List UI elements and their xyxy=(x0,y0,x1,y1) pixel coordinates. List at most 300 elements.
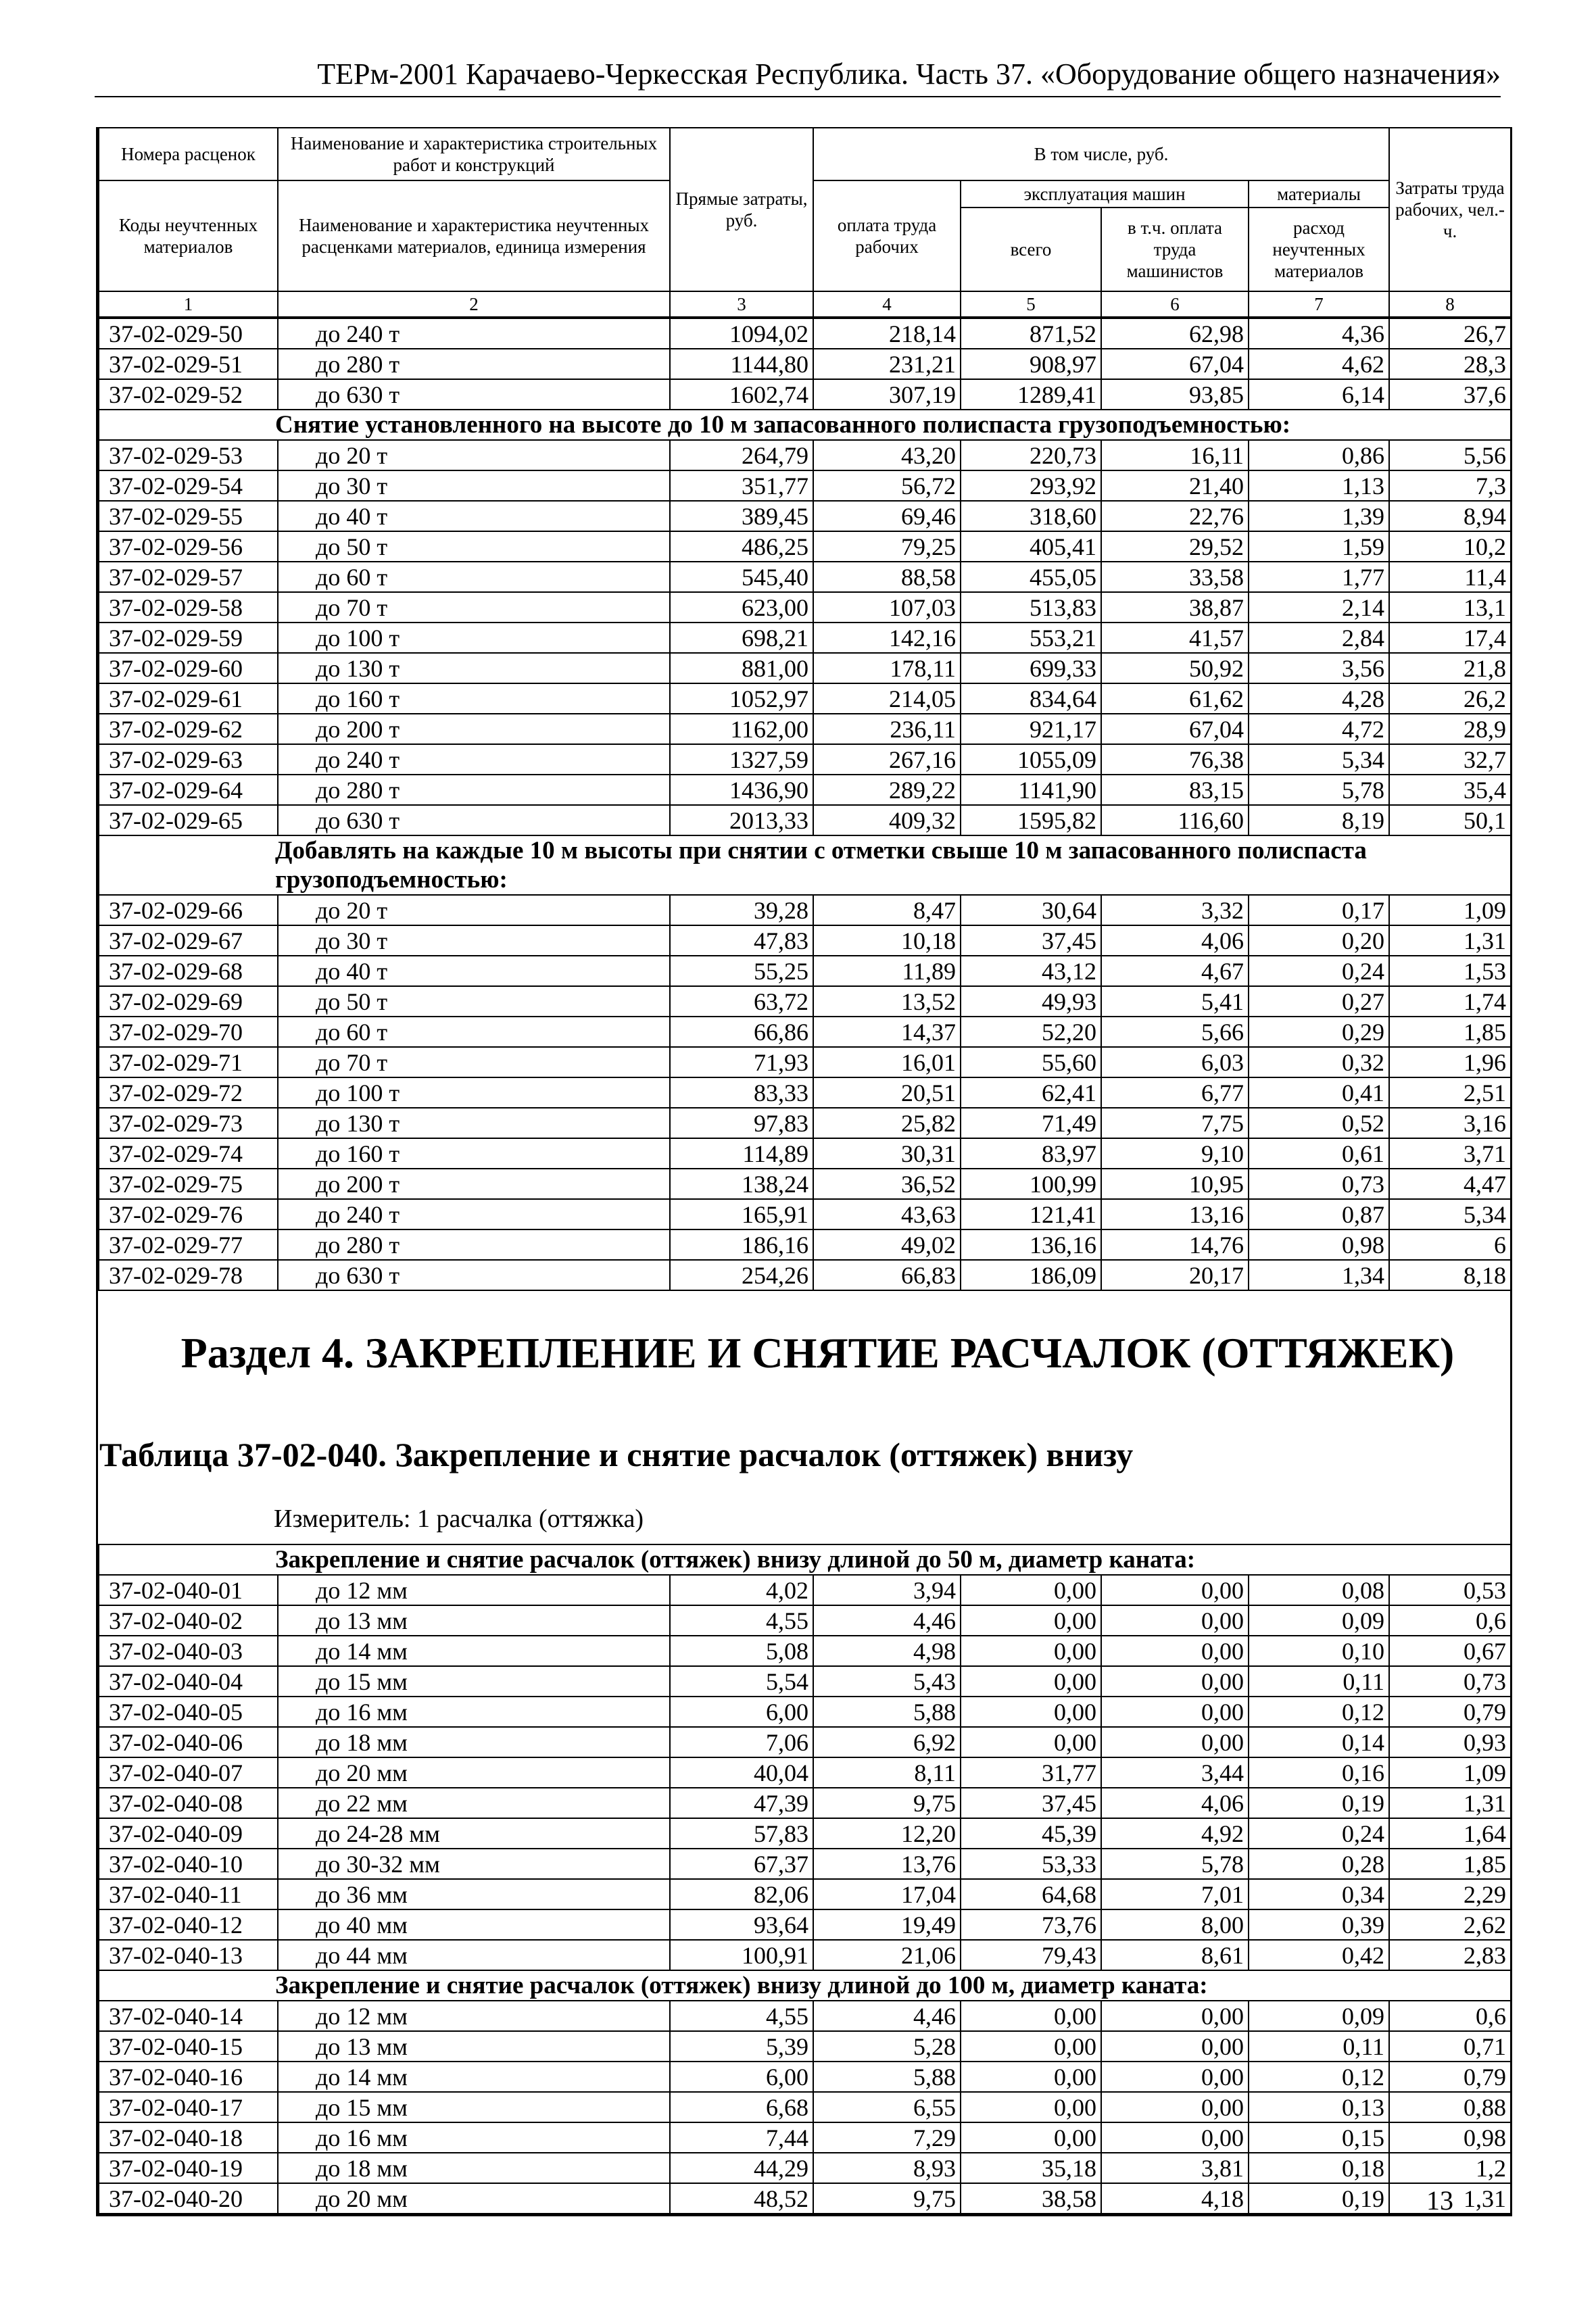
rate-code-cell: 37-02-029-70 xyxy=(99,1017,278,1047)
machinist-wages-cell: 8,00 xyxy=(1101,1909,1249,1940)
machines-total-cell: 35,18 xyxy=(961,2153,1101,2183)
rate-code-cell: 37-02-029-78 xyxy=(99,1260,278,1290)
machinist-wages-cell: 21,40 xyxy=(1101,470,1249,501)
rate-name-cell: до 30 т xyxy=(278,925,670,956)
direct-costs-cell: 39,28 xyxy=(670,895,813,925)
rate-name-cell: до 12 мм xyxy=(278,2001,670,2031)
wages-cell: 10,18 xyxy=(813,925,961,956)
wages-cell: 178,11 xyxy=(813,653,961,683)
machinist-wages-cell: 22,76 xyxy=(1101,501,1249,531)
direct-costs-cell: 881,00 xyxy=(670,653,813,683)
labor-cell: 2,83 xyxy=(1389,1940,1511,1970)
materials-consumption-cell: 1,34 xyxy=(1249,1260,1389,1290)
rate-name-cell: до 280 т xyxy=(278,349,670,379)
rate-name-cell: до 20 мм xyxy=(278,1757,670,1788)
wages-cell: 79,25 xyxy=(813,531,961,562)
table-row xyxy=(99,1697,1511,1727)
machinist-wages-cell: 33,58 xyxy=(1101,562,1249,592)
machinist-wages-cell: 6,77 xyxy=(1101,1077,1249,1108)
labor-cell: 50,1 xyxy=(1389,805,1511,835)
machinist-wages-cell: 93,85 xyxy=(1101,379,1249,410)
machinist-wages-cell: 0,00 xyxy=(1101,1666,1249,1697)
rate-code-cell: 37-02-040-01 xyxy=(99,1575,278,1605)
col-labor: Затраты труда рабочих, чел.-ч. xyxy=(1389,128,1511,291)
table-row xyxy=(99,1879,1511,1909)
labor-cell: 0,98 xyxy=(1389,2122,1511,2153)
direct-costs-cell: 1094,02 xyxy=(670,318,813,349)
machines-total-cell: 83,97 xyxy=(961,1138,1101,1169)
wages-cell: 5,88 xyxy=(813,2062,961,2092)
machines-total-cell: 0,00 xyxy=(961,2062,1101,2092)
direct-costs-cell: 97,83 xyxy=(670,1108,813,1138)
labor-cell: 1,31 xyxy=(1389,1788,1511,1818)
table-row xyxy=(99,1605,1511,1636)
table-row xyxy=(99,531,1511,562)
col-machinist-wages: в т.ч. оплата труда машинистов xyxy=(1101,208,1249,291)
table-row xyxy=(99,1909,1511,1940)
wages-cell: 107,03 xyxy=(813,592,961,623)
wages-cell: 4,46 xyxy=(813,1605,961,1636)
materials-consumption-cell: 0,12 xyxy=(1249,2062,1389,2092)
machinist-wages-cell: 0,00 xyxy=(1101,2092,1249,2122)
machines-total-cell: 79,43 xyxy=(961,1940,1101,1970)
rate-name-cell: до 280 т xyxy=(278,775,670,805)
rate-name-cell: до 60 т xyxy=(278,1017,670,1047)
wages-cell: 7,29 xyxy=(813,2122,961,2153)
wages-cell: 69,46 xyxy=(813,501,961,531)
table-row xyxy=(99,623,1511,653)
wages-cell: 289,22 xyxy=(813,775,961,805)
direct-costs-cell: 4,55 xyxy=(670,2001,813,2031)
table-row xyxy=(99,1199,1511,1229)
rate-name-cell: до 630 т xyxy=(278,379,670,410)
table-row xyxy=(99,2153,1511,2183)
rate-code-cell: 37-02-029-74 xyxy=(99,1138,278,1169)
wages-cell: 8,11 xyxy=(813,1757,961,1788)
materials-consumption-cell: 0,52 xyxy=(1249,1108,1389,1138)
machinist-wages-cell: 8,61 xyxy=(1101,1940,1249,1970)
direct-costs-cell: 264,79 xyxy=(670,440,813,470)
wages-cell: 142,16 xyxy=(813,623,961,653)
wages-cell: 16,01 xyxy=(813,1047,961,1077)
labor-cell: 1,64 xyxy=(1389,1818,1511,1849)
machines-total-cell: 100,99 xyxy=(961,1169,1101,1199)
machinist-wages-cell: 4,06 xyxy=(1101,1788,1249,1818)
machinist-wages-cell: 14,76 xyxy=(1101,1229,1249,1260)
table-row xyxy=(99,683,1511,714)
rate-code-cell: 37-02-040-19 xyxy=(99,2153,278,2183)
direct-costs-cell: 5,39 xyxy=(670,2031,813,2062)
machines-total-cell: 455,05 xyxy=(961,562,1101,592)
materials-consumption-cell: 0,14 xyxy=(1249,1727,1389,1757)
rate-name-cell: до 16 мм xyxy=(278,2122,670,2153)
section-title: Раздел 4. ЗАКРЕПЛЕНИЕ И СНЯТИЕ РАСЧАЛОК (ОТТЯЖЕК) xyxy=(180,1329,1455,1377)
machines-total-cell: 405,41 xyxy=(961,531,1101,562)
machinist-wages-cell: 4,06 xyxy=(1101,925,1249,956)
machines-total-cell: 1595,82 xyxy=(961,805,1101,835)
rate-name-cell: до 44 мм xyxy=(278,1940,670,1970)
table-row xyxy=(99,1169,1511,1199)
labor-cell: 32,7 xyxy=(1389,744,1511,775)
machines-total-cell: 55,60 xyxy=(961,1047,1101,1077)
rate-name-cell: до 36 мм xyxy=(278,1879,670,1909)
machinist-wages-cell: 0,00 xyxy=(1101,2122,1249,2153)
wages-cell: 17,04 xyxy=(813,1879,961,1909)
machines-total-cell: 908,97 xyxy=(961,349,1101,379)
rate-name-cell: до 160 т xyxy=(278,683,670,714)
col-number: 4 xyxy=(813,291,961,317)
machinist-wages-cell: 5,78 xyxy=(1101,1849,1249,1879)
table-row xyxy=(99,2062,1511,2092)
materials-consumption-cell: 0,24 xyxy=(1249,1818,1389,1849)
table-row xyxy=(99,1666,1511,1697)
labor-cell: 2,51 xyxy=(1389,1077,1511,1108)
machines-total-cell: 0,00 xyxy=(961,2001,1101,2031)
materials-consumption-cell: 0,86 xyxy=(1249,440,1389,470)
rate-code-cell: 37-02-029-69 xyxy=(99,986,278,1017)
labor-cell: 37,6 xyxy=(1389,379,1511,410)
direct-costs-cell: 2013,33 xyxy=(670,805,813,835)
machines-total-cell: 49,93 xyxy=(961,986,1101,1017)
table-row xyxy=(99,1849,1511,1879)
labor-cell: 10,2 xyxy=(1389,531,1511,562)
labor-cell: 26,2 xyxy=(1389,683,1511,714)
wages-cell: 5,28 xyxy=(813,2031,961,2062)
wages-cell: 4,46 xyxy=(813,2001,961,2031)
machines-total-cell: 64,68 xyxy=(961,1879,1101,1909)
materials-consumption-cell: 0,09 xyxy=(1249,1605,1389,1636)
direct-costs-cell: 114,89 xyxy=(670,1138,813,1169)
materials-consumption-cell: 0,11 xyxy=(1249,1666,1389,1697)
col-materials: материалы xyxy=(1249,180,1389,208)
subheader-guys-100m: Закрепление и снятие расчалок (оттяжек) внизу длиной до 100 м, диаметр каната: xyxy=(99,1970,1511,2001)
rate-code-cell: 37-02-029-65 xyxy=(99,805,278,835)
machinist-wages-cell: 67,04 xyxy=(1101,349,1249,379)
table-row xyxy=(99,986,1511,1017)
rate-name-cell: до 14 мм xyxy=(278,1636,670,1666)
direct-costs-cell: 7,44 xyxy=(670,2122,813,2153)
direct-costs-cell: 545,40 xyxy=(670,562,813,592)
rate-name-cell: до 15 мм xyxy=(278,2092,670,2122)
machines-total-cell: 186,09 xyxy=(961,1260,1101,1290)
labor-cell: 8,18 xyxy=(1389,1260,1511,1290)
direct-costs-cell: 48,52 xyxy=(670,2183,813,2214)
rate-code-cell: 37-02-040-07 xyxy=(99,1757,278,1788)
machinist-wages-cell: 7,75 xyxy=(1101,1108,1249,1138)
materials-consumption-cell: 0,39 xyxy=(1249,1909,1389,1940)
col-number: 7 xyxy=(1249,291,1389,317)
direct-costs-cell: 389,45 xyxy=(670,501,813,531)
wages-cell: 3,94 xyxy=(813,1575,961,1605)
rate-code-cell: 37-02-040-02 xyxy=(99,1605,278,1636)
materials-consumption-cell: 0,09 xyxy=(1249,2001,1389,2031)
rate-code-cell: 37-02-029-62 xyxy=(99,714,278,744)
materials-consumption-cell: 0,13 xyxy=(1249,2092,1389,2122)
machines-total-cell: 0,00 xyxy=(961,1605,1101,1636)
materials-consumption-cell: 0,24 xyxy=(1249,956,1389,986)
table-row xyxy=(99,895,1511,925)
rate-name-cell: до 130 т xyxy=(278,653,670,683)
machinist-wages-cell: 4,67 xyxy=(1101,956,1249,986)
materials-consumption-cell: 0,19 xyxy=(1249,1788,1389,1818)
col-wages: оплата труда рабочих xyxy=(813,180,961,291)
rate-code-cell: 37-02-040-12 xyxy=(99,1909,278,1940)
labor-cell: 2,62 xyxy=(1389,1909,1511,1940)
machinist-wages-cell: 38,87 xyxy=(1101,592,1249,623)
rate-name-cell: до 630 т xyxy=(278,805,670,835)
rate-code-cell: 37-02-040-17 xyxy=(99,2092,278,2122)
rate-name-cell: до 200 т xyxy=(278,714,670,744)
rate-code-cell: 37-02-029-51 xyxy=(99,349,278,379)
labor-cell: 1,09 xyxy=(1389,1757,1511,1788)
materials-consumption-cell: 4,62 xyxy=(1249,349,1389,379)
direct-costs-cell: 1327,59 xyxy=(670,744,813,775)
machines-total-cell: 871,52 xyxy=(961,318,1101,349)
machines-total-cell: 1055,09 xyxy=(961,744,1101,775)
table-row xyxy=(99,592,1511,623)
machinist-wages-cell: 3,32 xyxy=(1101,895,1249,925)
rate-name-cell: до 14 мм xyxy=(278,2062,670,2092)
table-title: Таблица 37-02-040. Закрепление и снятие расчалок (оттяжек) внизу xyxy=(99,1436,1134,1473)
rate-code-cell: 37-02-040-15 xyxy=(99,2031,278,2062)
direct-costs-cell: 93,64 xyxy=(670,1909,813,1940)
rate-name-cell: до 70 т xyxy=(278,592,670,623)
machinist-wages-cell: 62,98 xyxy=(1101,318,1249,349)
table-row xyxy=(99,501,1511,531)
materials-consumption-cell: 8,19 xyxy=(1249,805,1389,835)
direct-costs-cell: 1052,97 xyxy=(670,683,813,714)
rate-code-cell: 37-02-029-72 xyxy=(99,1077,278,1108)
direct-costs-cell: 351,77 xyxy=(670,470,813,501)
materials-consumption-cell: 0,32 xyxy=(1249,1047,1389,1077)
machinist-wages-cell: 16,11 xyxy=(1101,440,1249,470)
machines-total-cell: 62,41 xyxy=(961,1077,1101,1108)
direct-costs-cell: 254,26 xyxy=(670,1260,813,1290)
table-row xyxy=(99,653,1511,683)
machinist-wages-cell: 0,00 xyxy=(1101,1636,1249,1666)
materials-consumption-cell: 0,18 xyxy=(1249,2153,1389,2183)
direct-costs-cell: 1602,74 xyxy=(670,379,813,410)
table-row xyxy=(99,1017,1511,1047)
materials-consumption-cell: 1,39 xyxy=(1249,501,1389,531)
wages-cell: 409,32 xyxy=(813,805,961,835)
machinist-wages-cell: 0,00 xyxy=(1101,1605,1249,1636)
page-header: ТЕРм-2001 Карачаево-Черкесская Республика. Часть 37. «Оборудование общего назначения» xyxy=(95,55,1501,97)
materials-consumption-cell: 0,08 xyxy=(1249,1575,1389,1605)
materials-consumption-cell: 2,84 xyxy=(1249,623,1389,653)
subheader-guys-50m: Закрепление и снятие расчалок (оттяжек) внизу длиной до 50 м, диаметр каната: xyxy=(99,1544,1511,1575)
col-number: 1 xyxy=(99,291,278,317)
materials-consumption-cell: 6,14 xyxy=(1249,379,1389,410)
labor-cell: 0,6 xyxy=(1389,1605,1511,1636)
materials-consumption-cell: 0,61 xyxy=(1249,1138,1389,1169)
table-row xyxy=(99,1636,1511,1666)
col-number: 6 xyxy=(1101,291,1249,317)
table-row xyxy=(99,1047,1511,1077)
wages-cell: 49,02 xyxy=(813,1229,961,1260)
machinist-wages-cell: 116,60 xyxy=(1101,805,1249,835)
machines-total-cell: 293,92 xyxy=(961,470,1101,501)
direct-costs-cell: 698,21 xyxy=(670,623,813,653)
col-including: В том числе, руб. xyxy=(813,128,1389,180)
rate-code-cell: 37-02-040-16 xyxy=(99,2062,278,2092)
machines-total-cell: 0,00 xyxy=(961,2122,1101,2153)
col-material-name: Наименование и характеристика неучтенных расценками материалов, единица измерения xyxy=(278,180,670,291)
labor-cell: 3,71 xyxy=(1389,1138,1511,1169)
wages-cell: 20,51 xyxy=(813,1077,961,1108)
machinist-wages-cell: 3,81 xyxy=(1101,2153,1249,2183)
col-number: 5 xyxy=(961,291,1101,317)
machines-total-cell: 121,41 xyxy=(961,1199,1101,1229)
wages-cell: 36,52 xyxy=(813,1169,961,1199)
labor-cell: 1,85 xyxy=(1389,1849,1511,1879)
machinist-wages-cell: 0,00 xyxy=(1101,1575,1249,1605)
rate-name-cell: до 100 т xyxy=(278,1077,670,1108)
col-work-name: Наименование и характеристика строительных работ и конструкций xyxy=(278,128,670,180)
machines-total-cell: 0,00 xyxy=(961,1575,1101,1605)
materials-consumption-cell: 0,10 xyxy=(1249,1636,1389,1666)
rate-name-cell: до 50 т xyxy=(278,531,670,562)
machines-total-cell: 318,60 xyxy=(961,501,1101,531)
machinist-wages-cell: 76,38 xyxy=(1101,744,1249,775)
subheader-additional-height: Добавлять на каждые 10 м высоты при снятии с отметки свыше 10 м запасованного полиспаста грузоподъемностью: xyxy=(99,835,1511,895)
materials-consumption-cell: 0,16 xyxy=(1249,1757,1389,1788)
machinist-wages-cell: 10,95 xyxy=(1101,1169,1249,1199)
labor-cell: 0,88 xyxy=(1389,2092,1511,2122)
rate-code-cell: 37-02-040-10 xyxy=(99,1849,278,1879)
wages-cell: 43,20 xyxy=(813,440,961,470)
labor-cell: 5,56 xyxy=(1389,440,1511,470)
materials-consumption-cell: 1,77 xyxy=(1249,562,1389,592)
measure-unit: Измеритель: 1 расчалка (оттяжка) xyxy=(274,1505,644,1533)
rate-name-cell: до 15 мм xyxy=(278,1666,670,1697)
machines-total-cell: 553,21 xyxy=(961,623,1101,653)
materials-consumption-cell: 0,20 xyxy=(1249,925,1389,956)
labor-cell: 1,2 xyxy=(1389,2153,1511,2183)
rate-code-cell: 37-02-029-63 xyxy=(99,744,278,775)
table-row xyxy=(99,1940,1511,1970)
table-row xyxy=(99,805,1511,835)
machinist-wages-cell: 0,00 xyxy=(1101,2031,1249,2062)
rate-code-cell: 37-02-029-67 xyxy=(99,925,278,956)
table-row xyxy=(99,1788,1511,1818)
table-row xyxy=(99,1138,1511,1169)
rate-code-cell: 37-02-029-71 xyxy=(99,1047,278,1077)
wages-cell: 267,16 xyxy=(813,744,961,775)
table-row xyxy=(99,925,1511,956)
rate-name-cell: до 30-32 мм xyxy=(278,1849,670,1879)
machines-total-cell: 0,00 xyxy=(961,2092,1101,2122)
rate-code-cell: 37-02-029-77 xyxy=(99,1229,278,1260)
labor-cell: 35,4 xyxy=(1389,775,1511,805)
col-codes: Коды неучтенных материалов xyxy=(99,180,278,291)
col-rate-numbers: Номера расценок xyxy=(99,128,278,180)
labor-cell: 7,3 xyxy=(1389,470,1511,501)
table-row xyxy=(99,2092,1511,2122)
machines-total-cell: 699,33 xyxy=(961,653,1101,683)
col-materials-consumption: расход неучтенных материалов xyxy=(1249,208,1389,291)
wages-cell: 8,47 xyxy=(813,895,961,925)
materials-consumption-cell: 4,72 xyxy=(1249,714,1389,744)
labor-cell: 0,79 xyxy=(1389,2062,1511,2092)
materials-consumption-cell: 4,28 xyxy=(1249,683,1389,714)
direct-costs-cell: 165,91 xyxy=(670,1199,813,1229)
machinist-wages-cell: 3,44 xyxy=(1101,1757,1249,1788)
labor-cell: 1,31 xyxy=(1389,2183,1511,2214)
direct-costs-cell: 5,54 xyxy=(670,1666,813,1697)
direct-costs-cell: 5,08 xyxy=(670,1636,813,1666)
direct-costs-cell: 100,91 xyxy=(670,1940,813,1970)
direct-costs-cell: 623,00 xyxy=(670,592,813,623)
wages-cell: 19,49 xyxy=(813,1909,961,1940)
rate-code-cell: 37-02-029-56 xyxy=(99,531,278,562)
labor-cell: 1,31 xyxy=(1389,925,1511,956)
labor-cell: 6 xyxy=(1389,1229,1511,1260)
labor-cell: 28,9 xyxy=(1389,714,1511,744)
rate-name-cell: до 22 мм xyxy=(278,1788,670,1818)
col-number: 8 xyxy=(1389,291,1511,317)
rate-code-cell: 37-02-040-05 xyxy=(99,1697,278,1727)
machines-total-cell: 30,64 xyxy=(961,895,1101,925)
rate-code-cell: 37-02-029-58 xyxy=(99,592,278,623)
rate-code-cell: 37-02-029-55 xyxy=(99,501,278,531)
materials-consumption-cell: 0,87 xyxy=(1249,1199,1389,1229)
table-row xyxy=(99,349,1511,379)
rate-code-cell: 37-02-029-53 xyxy=(99,440,278,470)
machinist-wages-cell: 4,92 xyxy=(1101,1818,1249,1849)
rate-code-cell: 37-02-029-66 xyxy=(99,895,278,925)
machines-total-cell: 1289,41 xyxy=(961,379,1101,410)
rate-code-cell: 37-02-029-57 xyxy=(99,562,278,592)
machines-total-cell: 0,00 xyxy=(961,2031,1101,2062)
rate-code-cell: 37-02-040-06 xyxy=(99,1727,278,1757)
table-row xyxy=(99,714,1511,744)
rate-code-cell: 37-02-040-04 xyxy=(99,1666,278,1697)
table-row xyxy=(99,775,1511,805)
machinist-wages-cell: 5,66 xyxy=(1101,1017,1249,1047)
table-row xyxy=(99,2001,1511,2031)
rate-code-cell: 37-02-040-20 xyxy=(99,2183,278,2214)
direct-costs-cell: 66,86 xyxy=(670,1017,813,1047)
table-header xyxy=(98,127,1512,318)
machinist-wages-cell: 6,03 xyxy=(1101,1047,1249,1077)
materials-consumption-cell: 0,15 xyxy=(1249,2122,1389,2153)
machinist-wages-cell: 5,41 xyxy=(1101,986,1249,1017)
table-row xyxy=(99,470,1511,501)
machinist-wages-cell: 9,10 xyxy=(1101,1138,1249,1169)
rate-code-cell: 37-02-040-13 xyxy=(99,1940,278,1970)
machinist-wages-cell: 29,52 xyxy=(1101,531,1249,562)
wages-cell: 218,14 xyxy=(813,318,961,349)
labor-cell: 4,47 xyxy=(1389,1169,1511,1199)
labor-cell: 28,3 xyxy=(1389,349,1511,379)
rate-code-cell: 37-02-040-18 xyxy=(99,2122,278,2153)
wages-cell: 6,55 xyxy=(813,2092,961,2122)
table-row xyxy=(99,1575,1511,1605)
wages-cell: 4,98 xyxy=(813,1636,961,1666)
rate-name-cell: до 130 т xyxy=(278,1108,670,1138)
col-machines: эксплуатация машин xyxy=(961,180,1249,208)
direct-costs-cell: 44,29 xyxy=(670,2153,813,2183)
materials-consumption-cell: 2,14 xyxy=(1249,592,1389,623)
machines-total-cell: 31,77 xyxy=(961,1757,1101,1788)
labor-cell: 5,34 xyxy=(1389,1199,1511,1229)
machinist-wages-cell: 50,92 xyxy=(1101,653,1249,683)
direct-costs-cell: 486,25 xyxy=(670,531,813,562)
labor-cell: 0,6 xyxy=(1389,2001,1511,2031)
direct-costs-cell: 82,06 xyxy=(670,1879,813,1909)
rate-name-cell: до 240 т xyxy=(278,744,670,775)
